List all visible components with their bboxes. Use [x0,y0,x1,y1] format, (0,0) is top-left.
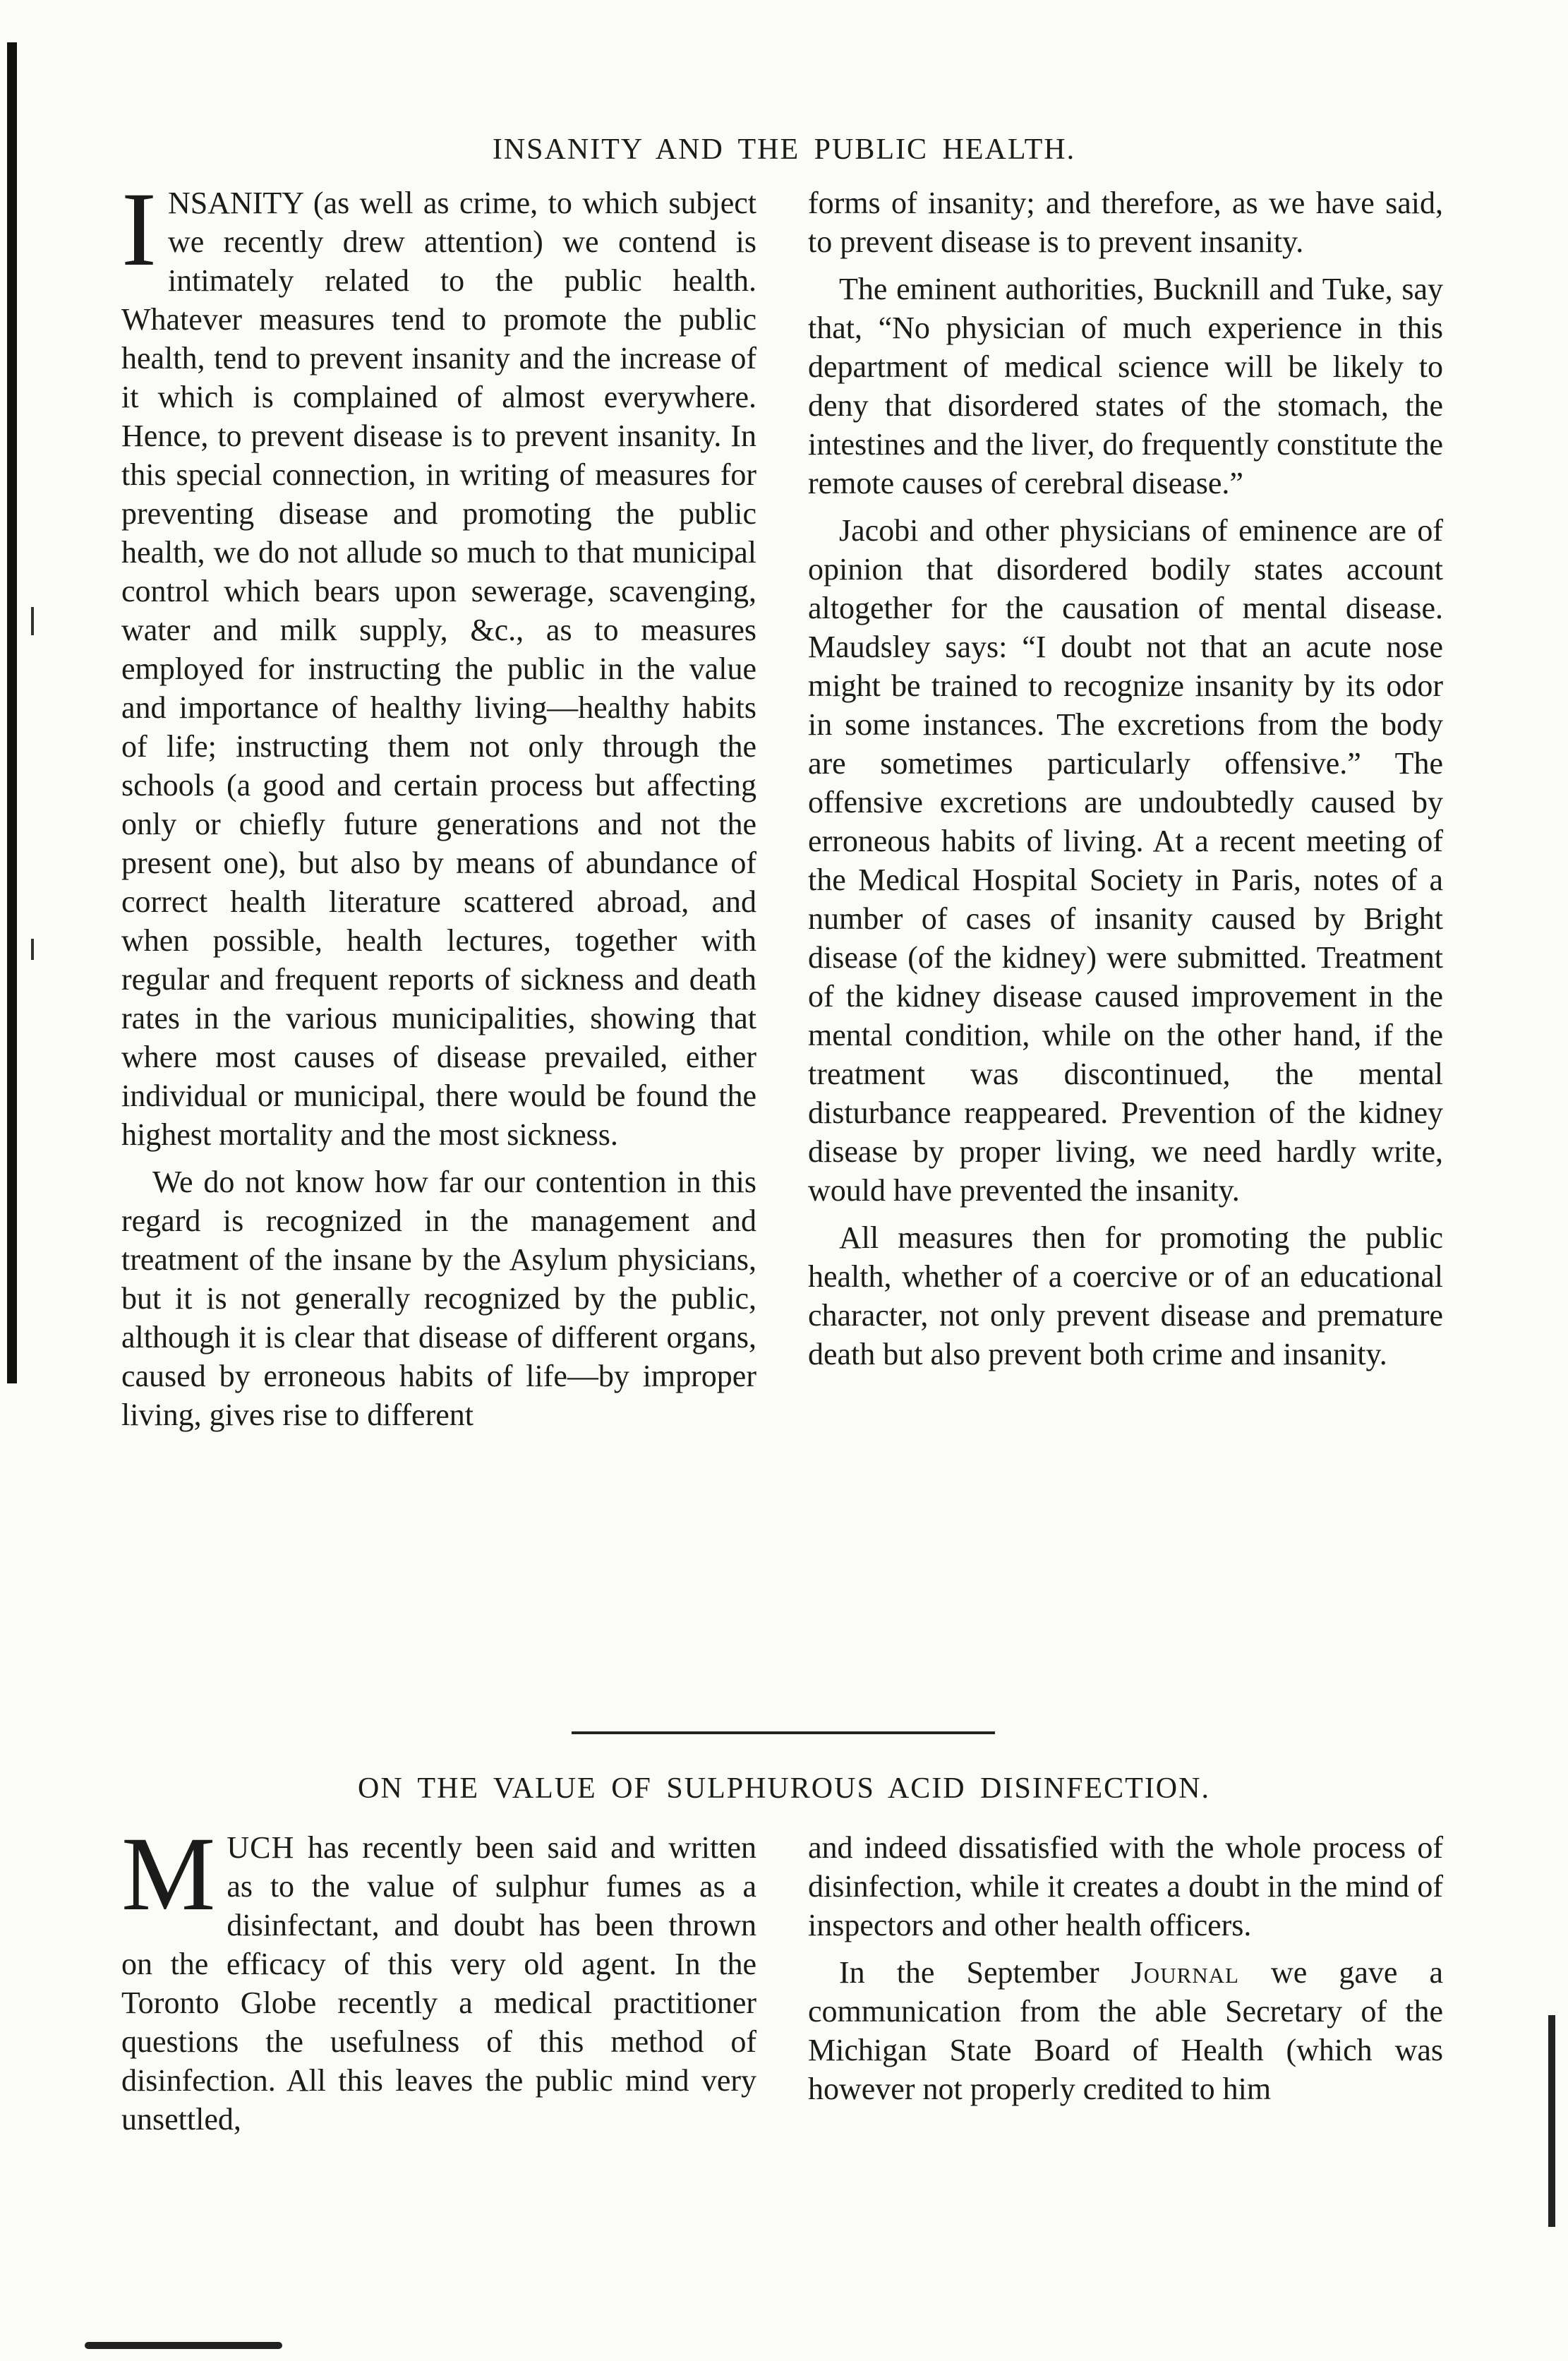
article-title-insanity: INSANITY AND THE PUBLIC HEALTH. [492,133,1076,166]
scan-edge-shadow [7,42,17,1383]
article1-paragraph-1 [121,171,756,1154]
article2-paragraph-1 [121,1815,756,2139]
paragraph-text: In the September [839,1955,1131,1990]
scan-right-mark [1548,2015,1555,2227]
article1-paragraph-5: Jacobi and other physicians of eminence are of opinion that disordered bodily states account altogether for the causation of mental disease. Maudsley says: “I doubt not that an acute nose might be trained to recognize insanity by its odor in some instances. The excretions from the body are sometimes particularly offensive.” The offensive excretions are undoubtedly caused by erroneous habits of living. At a recent meeting of the Medical Hospital Society in Paris, notes of a number of cases of insanity caused by Bright disease (of the kidney) were submitted. Treatment of the kidney disease caused improvement in the mental condition, while on the other hand, if the treatment was discontinued, the mental disturbance reappeared. Prevention of the kidney disease by proper living, we need hardly write, would have prevented the insanity. [808,513,1443,1208]
scan-bottom-mark [85,2342,282,2349]
article2-paragraph-2: and indeed dissatisfied with the whole process of disinfection, while it creates a doubt in the mind of inspectors and other health officers. [808,1830,1443,1942]
scan-speck [31,607,34,635]
article1-right-column [808,184,1443,1382]
article-title-sulphurous-acid: ON THE VALUE OF SULPHUROUS ACID DISINFECTION. [358,1772,1210,1805]
article1-paragraph-6: All measures then for promoting the public health, whether of a coercive or of an educational character, not only prevent disease and premature death but also prevent both crime and insanity. [808,1220,1443,1371]
scan-speck [31,939,34,960]
paragraph-text: has recently been said and written as to the value of sulphur fumes as a disinfectant, and doubt has been thrown on the efficacy of this very old agent. In the Toronto Globe recently a medical practitioner questions the usefulness of this method of disinfection. All this leaves the public mind very unsettled, [121,1830,756,2137]
article2-left-column [121,1815,756,2147]
article1-left-column [121,171,756,1443]
small-caps-text: UCH [227,1830,295,1865]
journal-name: Journal [1130,1955,1239,1990]
drop-cap: M [121,1815,216,1933]
article1-paragraph-4: The eminent authorities, Bucknill and Tuke, say that, “No physician of much experience in this department of medical science will be likely to deny that disordered states of the stomach, the intestines and the liver, do frequently constitute the remote causes of cerebral disease.” [808,272,1444,500]
paragraph-text: NSANITY (as well as crime, to which subject we recently drew attention) we contend is intimately related to the public health. Whatever measures tend to promote the public health, tend to prevent insanity and the increase of it which is complained of almost everywhere. Hence, to prevent disease is to prevent insanity. In this special connection, in writing of measures for preventing disease and promoting the public health, we do not allude so much to that municipal control which bears upon sewerage, scavenging, water and milk supply, &c., as to measures employed for instructing the public in the value and importance of healthy living—healthy habits of life; instructing them not only through the schools (a good and certain process but affecting only or chiefly future generations and not the present one), but also by means of abundance of correct health literature scattered abroad, and when possible, health lectures, together with regular and frequent reports of sickness and death rates in the various municipalities, showing that where most causes of disease prevailed, either individual or municipal, there would be found the highest mortality and the most sickness. [121,186,756,1152]
article2-paragraph-3 [808,1953,1443,2108]
section-divider [572,1731,995,1734]
article1-paragraph-3: forms of insanity; and therefore, as we have said, to prevent disease is to prevent insanity. [808,186,1443,259]
drop-cap: I [121,171,157,288]
article1-paragraph-2: We do not know how far our contention in this regard is recognized in the management and treatment of the insane by the Asylum physicians, but it is not generally recognized by the public, although it is clear that disease of different organs, caused by erroneous habits of life—by improper living, gives rise to different [121,1165,756,1432]
paragraph-text: we gave a communication from the able Secretary of the Michigan State Board of Health (which was however not properly credited to him [808,1955,1443,2106]
article2-right-column [808,1828,1443,2117]
